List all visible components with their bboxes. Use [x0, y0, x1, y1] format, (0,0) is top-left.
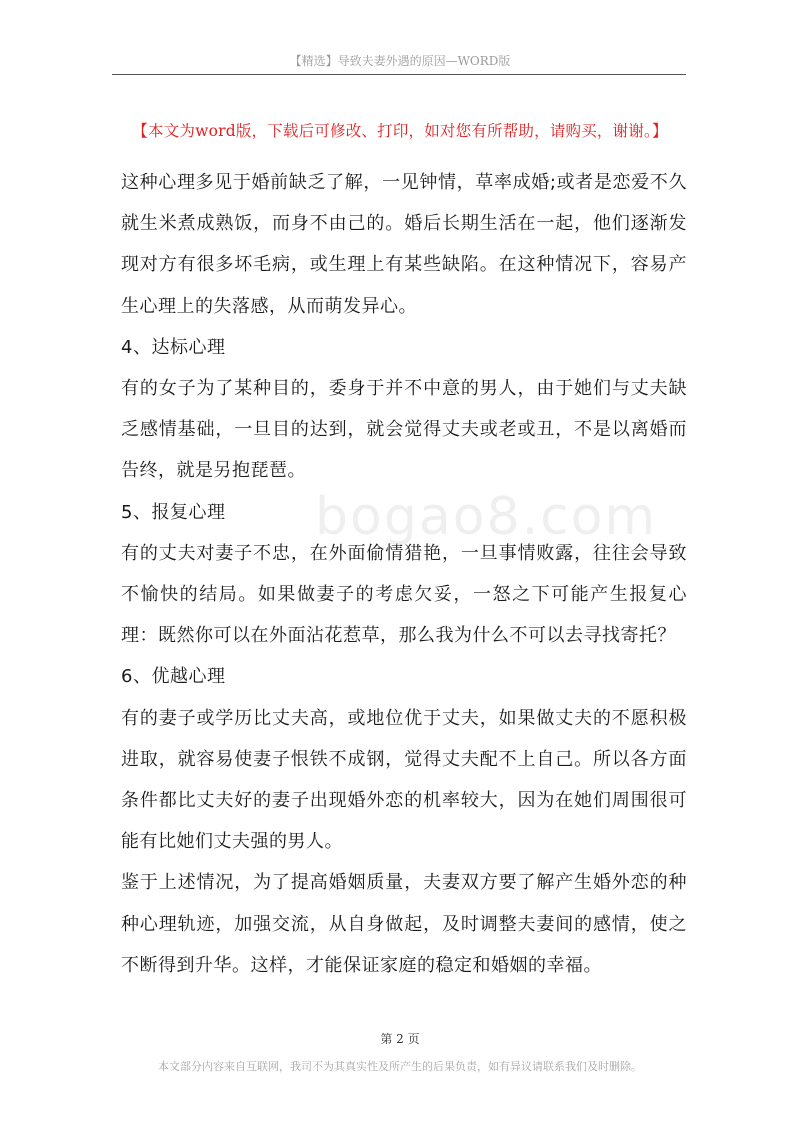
page-header: 【精选】导致夫妻外遇的原因—WORD版: [289, 54, 511, 68]
paragraph-4: 有的女子为了某种目的，委身于并不中意的男人，由于她们与丈夫缺乏感情基础，一旦目的达到，就会觉得丈夫或老或丑，不是以离婚而告终，就是另抱琵琶。: [121, 378, 687, 482]
page-number: 第 2 页: [380, 1032, 420, 1046]
header-divider: [112, 74, 686, 75]
purchase-notice: 【本文为word版，下载后可修改、打印，如对您有所帮助，请购买，谢谢。】: [132, 122, 668, 140]
section-heading-4: 4、达标心理: [121, 336, 226, 358]
footer-disclaimer: 本文部分内容来自互联网，我司不为其真实性及所产生的后果负责，如有异议请联系我们及时删除。: [158, 1060, 642, 1073]
watermark: bogao8.com: [315, 487, 658, 547]
paragraph-conclusion: 鉴于上述情况，为了提高婚姻质量，夫妻双方要了解产生婚外恋的种种心理轨迹，加强交流，从自身做起，及时调整夫妻间的感情，使之不断得到升华。这样，才能保证家庭的稳定和婚姻的幸福。: [121, 872, 687, 976]
paragraph-5: 有的丈夫对妻子不忠，在外面偷情猎艳，一旦事情败露，往往会导致不愉快的结局。如果做妻子的考虑欠妥，一怒之下可能产生报复心理：既然你可以在外面沾花惹草，那么我为什么不可以去寻找寄托？: [121, 542, 687, 647]
paragraph-intro: 这种心理多见于婚前缺乏了解，一见钟情，草率成婚;或者是恋爱不久就生米煮成熟饭，而身不由己的。婚后长期生活在一起，他们逐渐发现对方有很多坏毛病，或生理上有某些缺陷。在这种情况下，容易产生心理上的失落感，从而萌发异心。: [121, 172, 687, 317]
section-heading-5: 5、报复心理: [121, 501, 226, 523]
document-body: [121, 162, 687, 986]
paragraph-6: 有的妻子或学历比丈夫高，或地位优于丈夫，如果做丈夫的不愿积极进取，就容易使妻子恨铁不成钢，觉得丈夫配不上自己。所以各方面条件都比丈夫好的妻子出现婚外恋的机率较大，因为在她们周围很可能有比她们丈夫强的男人。: [121, 707, 687, 853]
section-heading-6: 6、优越心理: [121, 666, 226, 688]
